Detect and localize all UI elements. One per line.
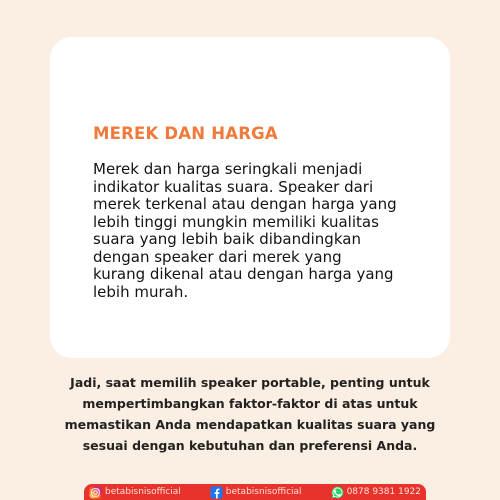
whatsapp-link[interactable] [331, 486, 421, 499]
facebook-icon [210, 486, 223, 499]
instagram-link[interactable] [89, 486, 181, 499]
whatsapp-number: 0878 9381 1922 [346, 486, 421, 497]
facebook-handle: betabisnisofficial [225, 486, 302, 497]
instagram-handle: betabisnisofficial [105, 486, 181, 497]
body-paragraph: Merek dan harga seringkali menjadi indikator kualitas suara. Speaker dari merek terkenal atau dengan harga yang lebih tinggi mungkin memiliki kualitas suara yang lebih baik dibandingkan dengan speaker dari merek yang kurang dikenal atau dengan harga yang lebih murah. [93, 160, 397, 301]
facebook-link[interactable] [210, 486, 302, 499]
whatsapp-icon [331, 486, 344, 499]
instagram-icon [89, 486, 102, 499]
conclusion-text: Jadi, saat memilih speaker portable, penting untuk mempertimbangkan faktor-faktor di atas untuk memastikan Anda mendapatkan kualitas suara yang sesuai dengan kebutuhan dan preferensi Anda. [64, 375, 436, 453]
section-heading: MEREK DAN HARGA [93, 124, 278, 143]
social-footer-bar [84, 484, 426, 500]
